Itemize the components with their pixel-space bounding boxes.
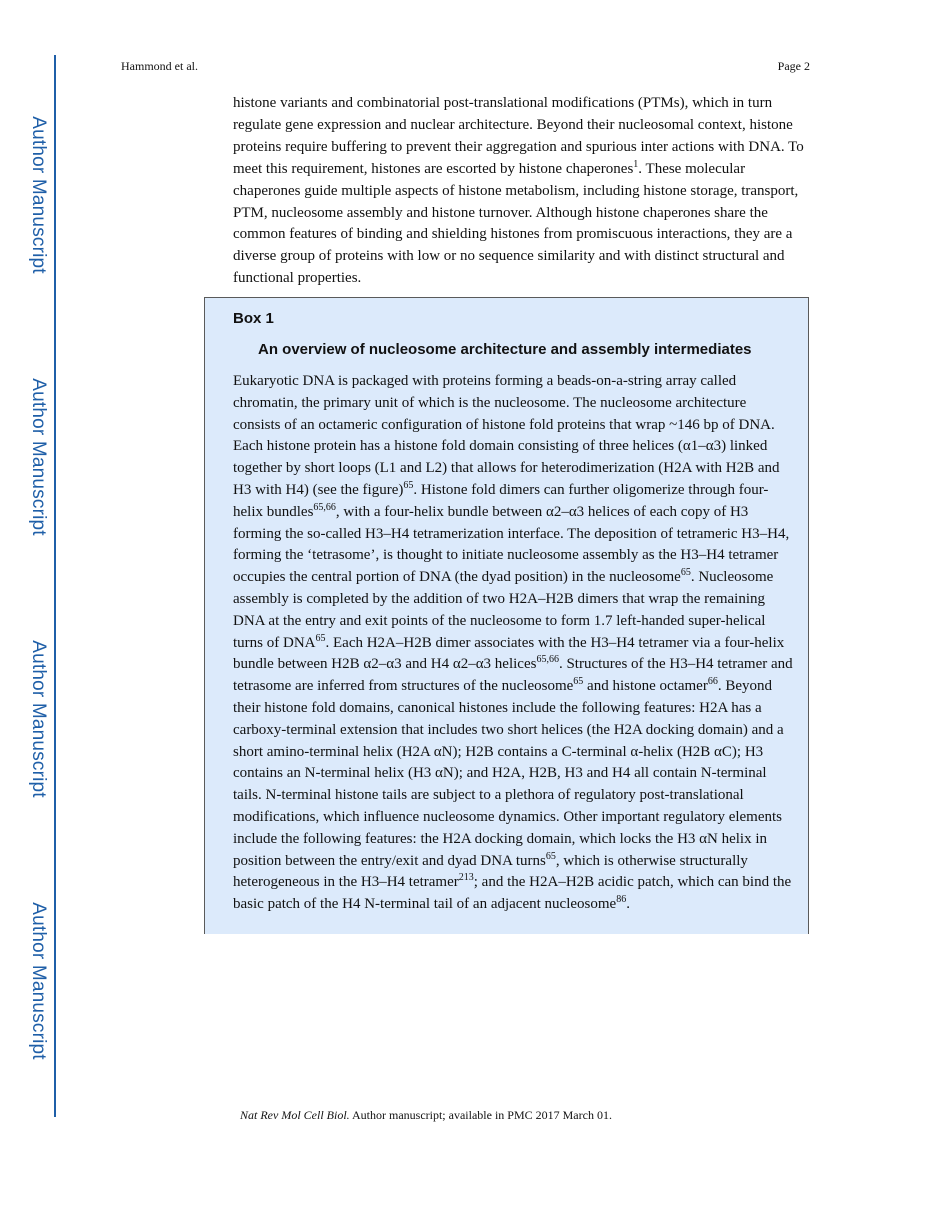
side-label: Author Manuscript (28, 902, 49, 1060)
box-title: An overview of nucleosome architecture and assembly intermediates (258, 341, 752, 358)
intro-paragraph: histone variants and combinatorial post-translational modifications (PTMs), which in turn regulate gene expression and nuclear architecture. Beyond their nucleosomal context, histone proteins require buffering to prevent their aggregation and spurious inter actions with DNA. To meet this requirement, histones are escorted by histone chaperones$^1$. These molecular chaperones guide multiple aspects of histone metabolism, including histone storage, transport, PTM, nucleosome assembly and histone turnover. Although histone chaperones share the common features of binding and shielding histones from promiscuous interactions, they are a diverse group of proteins with low or no sequence similarity and with distinct structural and functional properties. (233, 95, 804, 287)
box-body: Eukaryotic DNA is packaged with proteins forming a beads-on-a-string array called chromatin, the primary unit of which is the nucleosome. The nucleosome architecture consists of an octameric configuration of histone fold proteins that wrap ~146 bp of DNA. Each histone protein has a histone fold domain consisting of three helices (α1–α3) linked together by short loops (L1 and L2) that allows for heterodimerization (H2A with H2B and H3 with H4) (see the figure)$^{65}$. Histone fold dimers can further oligomerize through four-helix bundles$^{65,66}$, with a four-helix bundle between α2–α3 helices of each copy of H3 forming the so-called H3–H4 tetramerization interface. The deposition of tetrameric H3–H4, forming the ‘tetrasome’, is thought to initiate nucleosome assembly as the H3–H4 tetramer occupies the central portion of DNA (the dyad position) in the nucleosome$^{65}$. Nucleosome assembly is completed by the addition of two H2A–H2B dimers that wrap the remaining DNA at the entry and exit points of the nucleosome to form 1.7 left-handed super-helical turns of DNA$^{65}$. Each H2A–H2B dimer associates with the H3–H4 tetramer via a four-helix bundle between H2B α2–α3 and H4 α2–α3 helices$^{65,66}$. Structures of the H3–H4 tetramer and tetrasome are inferred from structures of the nucleosome$^{65}$ and histone octamer$^{66}$. Beyond their histone fold domains, canonical histones include the following features: H2A has a carboxy-terminal extension that includes two short helices (the H2A docking domain) and a short amino-terminal helix (H2A αN); H2B contains a C-terminal α-helix (H2B αC); H3 contains an N-terminal helix (H3 αN); and H2A, H2B, H3 and H4 all contain N-terminal tails. N-terminal histone tails are subject to a plethora of regulatory post-translational modifications, which influence nucleosome dynamics. Other important regulatory elements include the following features: the H2A docking domain, which locks the H3 αN helix in position between the entry/exit and dyad DNA turns$^{65}$, which is otherwise structurally heterogeneous in the H3–H4 tetramer$^{213}$; and the H2A–H2B acidic patch, which can bind the basic patch of the H4 N-terminal tail of an adjacent nucleosome$^{86}$. (233, 373, 793, 913)
box-label: Box 1 (233, 310, 274, 327)
box-1 (204, 297, 809, 934)
side-label: Author Manuscript (28, 116, 49, 274)
page-number: Page 2 (777, 59, 810, 73)
footer-note: Author manuscript; available in PMC 2017 March 01. (349, 1108, 612, 1122)
side-label: Author Manuscript (28, 378, 49, 536)
side-label: Author Manuscript (28, 640, 49, 798)
journal-name: Nat Rev Mol Cell Biol. (240, 1108, 350, 1122)
footer-citation (240, 1108, 612, 1123)
running-header-authors: Hammond et al. (121, 59, 198, 73)
